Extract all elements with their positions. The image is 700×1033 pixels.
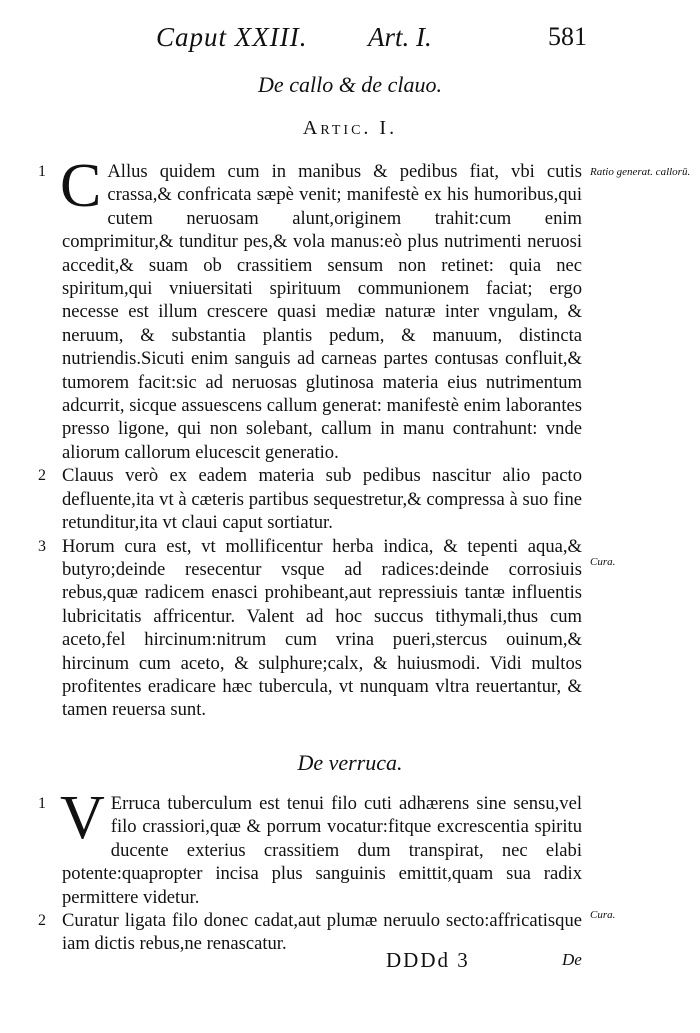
paragraph-text: Horum cura est, vt mollificentur herba indica, & tepenti aqua,& butyro;deinde resecentur vsque ad radices:deinde corrosiuis rebus,quæ radicem enasci prohibeant,aut repressiuis tantæ influentis lubricitatis affricentur. Valent ad hoc succus tithymali,thus cum aceto,fel hircinum:nitrum cum vrina pueri,stercus ouinum,& hircinum cum aceto, & sulphure;calx, & huiusmodi. Vidi multos profitentes eradicare hæc tubercula, vt nunquam vltra reuertantur, & tamen reuersa sunt. <box>62 535 582 721</box>
text-block-verruca <box>38 784 582 956</box>
paragraph-text: Curatur ligata filo donec cadat,aut plumæ neruulo secto:affricatisque iam dictis rebus,ne renascatur. <box>62 910 582 955</box>
margin-note-ratio: Ratio generat. callorū. <box>590 166 691 178</box>
signature-mark: DDDd 3 <box>386 948 470 972</box>
page-number: 581 <box>548 22 587 51</box>
paragraph-3 <box>38 535 582 722</box>
paragraph-number: 1 <box>38 795 46 812</box>
paragraph-number: 1 <box>38 163 46 180</box>
paragraph-number: 3 <box>38 537 46 555</box>
article-heading: Artic. I. <box>302 117 398 139</box>
drop-cap: C <box>60 152 102 220</box>
running-title: Caput XXIII. <box>156 22 308 52</box>
paragraph-number: 2 <box>38 912 46 930</box>
margin-note-cura: Cura. <box>590 909 616 921</box>
drop-cap: V <box>60 784 105 852</box>
paragraph-1 <box>38 784 582 909</box>
margin-note-cura: Cura. <box>590 556 616 568</box>
section-title-callus: De callo & de clauo. <box>258 72 442 97</box>
paragraph-text: Clauus verò ex eadem materia sub pedibus nascitur alio pacto defluente,ita vt à cæteris partibus sequestretur,& compressa à suo fine retunditur,ita vt claui caput sortiatur. <box>62 465 582 534</box>
page-footer <box>0 948 700 978</box>
paragraph-text: Allus quidem cum in manibus & pedibus fiat, vbi cutis crassa,& confricata sæpè venit; manifestè ex his humoribus,qui cutem neruosam alunt,originem trahit:cum enim comprimitur,& tunditur pes,& vola manus:eò plus nutrimenti neruosi accedit,& suam ob crassitiem sensum non retinet: quia nec spiritum,qui vniuersitati spirituum communionem faciat; ergo necesse est illum crescere quasi mediæ naturæ inter vngulam, & neruum, & substantia plantis pedum, & manuum, distincta nutriendis.Sicuti enim sanguis ad carneas partes contusas confluit,& tumorem facit:sic ad neruosas glutinosa materia eius nutrimentum adcurrit, sicque assuescens callum generat: manifestè enim laborantes presso ligone, qui non solebant, callum in manu contrahunt: vnde aliorum callorum elucescit generatio. <box>62 161 582 463</box>
paragraph-text: Erruca tuberculum est tenui filo cuti adhærens sine sensu,vel filo crassiori,quæ & porrum vocatur:fitque excrescentia spiritu ducente exterius crassitiem dum transpirat, nec elabi potente:quapropter incisa plus sanguinis emittit,quam sua radix permittere videtur. <box>62 793 582 908</box>
paragraph-1 <box>38 152 582 464</box>
article-label: Art. I. <box>368 22 432 52</box>
paragraph-2 <box>38 464 582 534</box>
text-block-callus <box>38 152 582 722</box>
catchword: De <box>562 950 582 969</box>
section-title-verruca: De verruca. <box>297 750 403 775</box>
page-header <box>0 22 700 58</box>
paragraph-number: 2 <box>38 467 46 485</box>
